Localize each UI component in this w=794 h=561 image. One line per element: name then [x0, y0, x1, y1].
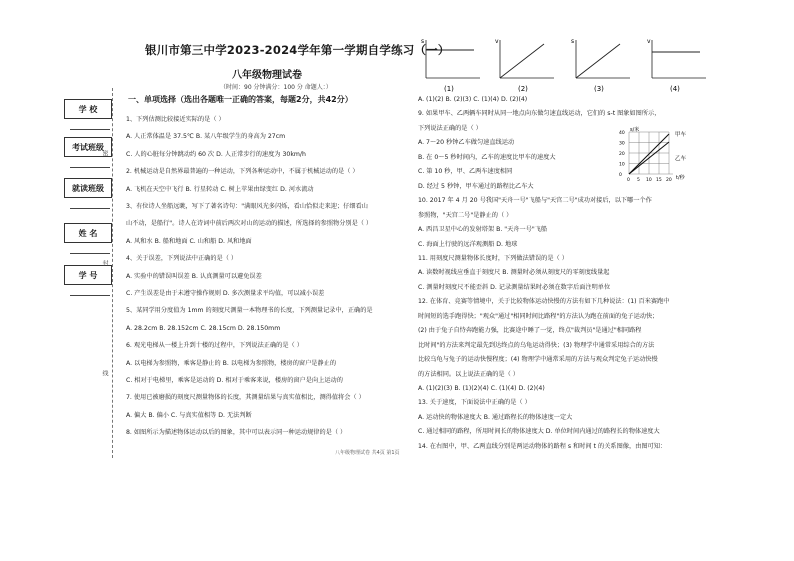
graph-2: [495, 38, 554, 93]
st-ytick: 0: [619, 173, 622, 178]
student-id-label: 学 号: [64, 265, 112, 285]
st-series-jia: 甲车: [675, 132, 687, 138]
question-line: C. 测量时刻度尺不能歪斜 D. 记录测量结果时必须在数字后面注明单位: [418, 283, 611, 291]
st-ylabel: s/米: [630, 127, 640, 133]
student-id-line: [70, 295, 110, 296]
st-xtick: 5: [637, 178, 640, 183]
school-label: 学 校: [64, 99, 112, 119]
question-line: A. 以电梯为参照物，乘客是静止的 B. 以电梯为参照物，楼房的窗户是静止的: [126, 359, 337, 367]
graph-4: [647, 38, 706, 93]
question-line: C. 通过相同的路程，所用时间长的物体速度大 D. 单位时间内通过的路程长的物体速度大: [418, 428, 660, 436]
question-line: 6. 观光电梯从一楼上升到十楼的过程中，下列说法正确的是（ ）: [126, 342, 303, 350]
question-line: A. 偏大 B. 偏小 C. 与真实值相等 D. 无法判断: [126, 411, 252, 419]
question-line: 比时间"的方法来判定最先到达终点的乌龟运动得快；(3) 物理学中通常采用综合的方法: [418, 341, 655, 349]
question-line: A. 风和水 B. 船和地面 C. 山和船 D. 风和地面: [126, 237, 252, 245]
question-line: A. 运动快的物体速度大 B. 通过路程长的物体速度一定大: [418, 413, 573, 421]
question-line: C. 相对于电梯里，乘客是运动的 D. 相对于乘客来说，楼房的窗户是向上运动的: [126, 377, 343, 384]
question-line: C. 海面上行驶的远洋观测船 D. 地球: [418, 240, 518, 248]
exam-class-line: [70, 167, 110, 168]
question-line: 下列说法正确的是（ ）: [418, 124, 482, 132]
question-line: 10. 2017 年 4 月 20 号我国"天舟一号"飞船与"天宫二号"成功对接后，以下哪一个作: [418, 197, 652, 205]
name-line: [70, 253, 110, 254]
question-line: 14. 在右图中，甲、乙两直线分别是两运动物体的路程 s 和时间 t 的关系图像，由图可知：: [418, 442, 667, 450]
question-line: 9. 如果甲车、乙两辆车同时从同一地点向东做匀速直线运动，它们的 s-t 图象如图所示，: [418, 110, 661, 118]
question-line: 7. 使用已被磨损的刻度尺测量物体的长度，其测量结果与真实值相比，测得值将会（ ）: [126, 394, 365, 402]
question-line: A. 7～20 秒钟乙车做匀速直线运动: [418, 139, 515, 147]
question-line: A. 读数时视线应垂直于刻度尺 B. 测量时必须从刻度尺的零刻度线量起: [418, 269, 610, 277]
question-line: 1、下列估测比较接近实际的是（ ）: [126, 116, 225, 123]
question-line: B. 在 0～5 秒时间内，乙车的速度比甲车的速度大: [418, 153, 556, 161]
graph-3-axis: s: [571, 38, 575, 45]
question-line: 3、有位诗人坐船远眺，写下了著名诗句："满眼风光多闪烁，看山恰似走来迎；仔细看山: [126, 203, 368, 210]
question-line: A. 实验中的错误叫误差 B. 认真测量可以避免误差: [126, 272, 262, 280]
st-xtick: 10: [646, 178, 652, 183]
question-line: A. (1)(2)(3) B. (1)(2)(4) C. (1)(4) D. (2)(4): [418, 385, 545, 392]
st-xtick: 15: [656, 178, 662, 183]
question-line: A. 西昌卫星中心的发射塔架 B. "天舟一号"飞船: [418, 226, 548, 234]
st-chart: [615, 126, 703, 184]
motion-graphs: [418, 34, 718, 94]
binding-strip: [62, 85, 114, 455]
graph-4-label: (4): [670, 85, 680, 93]
exam-title: 银川市第三中学2023-2024学年第一学期自学练习（一）: [145, 43, 450, 57]
question-line: 13. 关于速度，下面说法中正确的是（ ）: [418, 399, 531, 407]
graph-4-axis: v: [647, 38, 651, 45]
graph-2-label: (2): [518, 85, 528, 93]
question-line: A. (1)(2) B. (2)(3) C. (1)(4) D. (2)(4): [418, 96, 528, 103]
question-line: (2) 由于兔子自恃奔跑能力强，比赛途中睡了一觉，终点"裁判员"是通过"相同路程: [418, 327, 642, 335]
question-line: D. 经过 5 秒钟，甲车通过的路程比乙车大: [418, 182, 534, 190]
exam-info: （时间：90 分钟满分：100 分 命题人：）: [220, 84, 332, 91]
question-line: 参照物，"天宫二号"是静止的（ ）: [418, 211, 513, 219]
question-line: 8. 如图所示为描述物体运动以后的图象，其中可以表示同一种运动规律的是（ ）: [126, 429, 347, 437]
seal-dashed-line: [112, 88, 113, 458]
st-ytick: 30: [619, 141, 625, 147]
study-class-line: [70, 208, 110, 209]
question-line: 山不动，是船行"。诗人在诗词中前后两次对山的运动的描述，所选择的参照物分别是（ ）: [126, 220, 373, 228]
name-label: 姓 名: [64, 223, 112, 243]
question-line: 的方法相同。以上说法正确的是（ ）: [418, 370, 519, 378]
question-line: C. 产生误差是由于未遵守操作规则 D. 多次测量求平均值，可以减小误差: [126, 290, 325, 297]
graph-1: [421, 38, 480, 93]
question-line: C. 人的心脏每分钟跳动约 60 次 D. 人正常步行的速度为 30km/h: [126, 150, 306, 158]
page-footer: 八年级物理试卷 共4页 第1页: [335, 450, 400, 456]
school-line: [70, 129, 110, 130]
graph-2-axis: v: [495, 38, 499, 45]
exam-subtitle: 八年级物理试卷: [232, 70, 302, 81]
question-line: 5、某同学用分度值为 1mm 的刻度尺测量一本物理书的长度，下列测量记录中，正确的是: [126, 307, 373, 315]
graph-1-label: (1): [444, 85, 454, 93]
st-ytick: 10: [619, 162, 625, 168]
graph-3-label: (3): [594, 85, 604, 93]
seal-char: 密: [101, 150, 108, 156]
question-line: A. 28.2cm B. 28.152cm C. 28.15cm D. 28.150mm: [126, 324, 281, 332]
study-class-label: 就读班级: [64, 178, 112, 198]
question-line: 比较乌龟与兔子的运动快慢程度；(4) 物理学中通常采用的方法与观众判定兔子运动快慢: [418, 356, 658, 364]
question-line: C. 第 10 秒，甲、乙两车速度相同: [418, 168, 513, 176]
question-line: 12. 在体育、竞赛等情境中，关于比较物体运动快慢的方法有如下几种说法：(1) 百米赛跑中: [418, 298, 670, 306]
st-series-yi: 乙车: [675, 156, 687, 162]
st-ytick: 20: [619, 152, 625, 157]
st-xtick: 20: [666, 178, 672, 183]
section-heading: 一、单项选择（选出各题唯一正确的答案，每题2分，共42分）: [128, 95, 353, 104]
question-line: A. 人正常体温是 37.5℃ B. 某八年级学生的身高为 27cm: [126, 133, 286, 141]
st-ytick: 40: [619, 131, 625, 136]
graph-1-axis: s: [421, 38, 425, 45]
question-line: 11. 用刻度尺测量物体长度时，下列做法错误的是（ ）: [418, 254, 568, 262]
graph-3: [571, 38, 630, 93]
question-line: 4、关于误差，下列说法中正确的是（ ）: [126, 255, 238, 263]
question-line: 时间短的选手跑得快；"观众"通过"相同时间比路程"的方法认为跑在前面的兔子运动快；: [418, 312, 659, 320]
question-line: A. 飞机在天空中飞行 B. 行星转动 C. 树上苹果由绿变红 D. 河水流动: [126, 185, 314, 193]
st-xtick: 0: [627, 178, 630, 183]
seal-char: 封: [101, 260, 108, 266]
st-xlabel: t/秒: [676, 175, 685, 181]
seal-char: 线: [101, 370, 108, 376]
exam-class-label: 考试班级: [64, 137, 112, 157]
question-line: 2. 机械运动是自然界最普遍的一种运动，下列各种运动中，不属于机械运动的是（ ）: [126, 168, 359, 176]
